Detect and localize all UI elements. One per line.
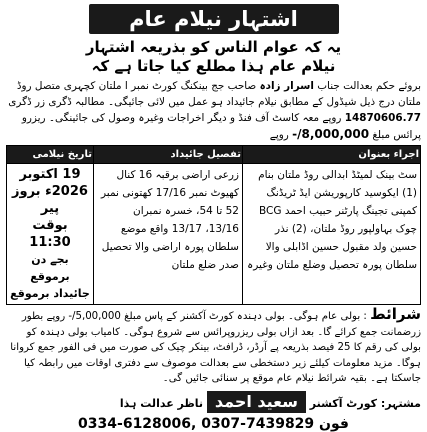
header-issue-title: اجراء بعنوان	[242, 146, 420, 164]
cell-auction-date	[7, 164, 94, 305]
cell-property-details: زرعی اراضی برقبہ 16 کنال کھیوٹ نمبر 17/16 کھتونی نمبر 52 تا 54، خسرہ نمبران 13/16، 13/17 واقع موضع سلطان پورہ اراضی والا تحصیل صدر ضلع ملتان	[93, 164, 242, 305]
auction-day: 19 اکتوبر	[19, 167, 81, 182]
phone-numbers: 0334-6128006, 0307-7439829	[78, 415, 315, 432]
auction-time: بوقت 11:30	[29, 218, 71, 250]
intro-text-2: صاحب جج بینکنگ کورٹ نمبر ا ملتان کچہری متصل روڈ ملتان درج ذیل شیڈول کے مطابق نیلام جائیداد ہو عمل میں لائی جائیگی۔ مطالبہ ڈگری زر ڈگری	[8, 80, 421, 108]
intro-text-4: روپے	[269, 129, 289, 141]
notice-subheading	[6, 38, 421, 76]
auction-place: جائیداد برموقع	[10, 287, 90, 300]
intro-text-1: بروئے حکم بعدالت جناب	[317, 80, 421, 92]
table-header-row	[7, 146, 421, 164]
header-auction-date: تاریخ نیلامی	[7, 146, 94, 164]
advertiser-line	[6, 391, 421, 413]
phone-line	[6, 416, 421, 432]
cell-issue-title: سٹ بینک لمیٹڈ ابدالی روڈ ملتان بنام (1) ایکوسید کارپوریشن ایڈ ٹریڈنگ کمپنی تجینگ پارٹنر حبیب احمد BCG چوک بہاولپور روڈ ملتان، (2) نذر حسین ولد مقبول حسین اڈابلی والا سلطان پورہ تحصیل وضلع ملتان وغیرہ	[242, 164, 420, 305]
reserve-price: 8,000,000/-	[292, 127, 370, 141]
property-table	[6, 145, 421, 305]
advertiser-suffix: ناظر عدالت ہذا	[119, 396, 203, 410]
notice-title: اشتہار نیلام عام	[89, 4, 339, 34]
notice-line-1: یہ کہ عوام الناس کو بذریعہ اشتہار	[85, 38, 342, 56]
advertiser-prefix: مشتہر: کورٹ آکشنر	[309, 396, 421, 410]
intro-text-3: روپے معہ کاسٹ آف فنڈ و دیگر اخراجات وغیرہ وصول کی جائینگی۔ ریزرو پرائس مبلغ	[21, 112, 421, 141]
auction-time-note: بجے دن برموقع	[30, 253, 70, 283]
advertiser-name: سعید احمد	[207, 391, 306, 413]
terms-title: شرائط	[370, 305, 421, 323]
header-property-details: تفصیل جائیداد	[93, 146, 242, 164]
auction-year: 2026ء بروز پیر	[12, 184, 88, 216]
phone-label: فون	[319, 415, 349, 432]
decree-amount: 14870606.77	[344, 112, 421, 124]
terms-text: : بولی عام ہوگی۔ بولی دہندہ کورٹ آکشنر کے پاس مبلغ 5,00,000/- روپے بطور زرضمانت جمع کرائے گا۔ بعد ازاں بولی ریزروپرائس سے شروع ہوگی۔ کامیاب بولی دہندہ کو بولی کی رقم کا 25 فیصد بذریعہ پے آرڈر، ڈرافٹ، بینکر چیک کی صورت میں فی الفور جمع کروانا ہوگا۔ مزید معلومات کیلئے زیر دستخطی سے بعدالت موصوف سے دفتری اوقات میں رابطہ کیا جاسکتا ہے۔ بقیہ شرائط نیلام عام موقع پر سنائی جائیں گی۔	[10, 311, 421, 384]
table-row	[7, 164, 421, 305]
notice-line-2: نیلام عام ہذا مطلع کیا جاتا ہے کہ	[91, 57, 336, 75]
judge-name: اسرار زادہ	[259, 80, 314, 92]
intro-paragraph	[6, 78, 421, 143]
terms-section	[6, 307, 421, 387]
